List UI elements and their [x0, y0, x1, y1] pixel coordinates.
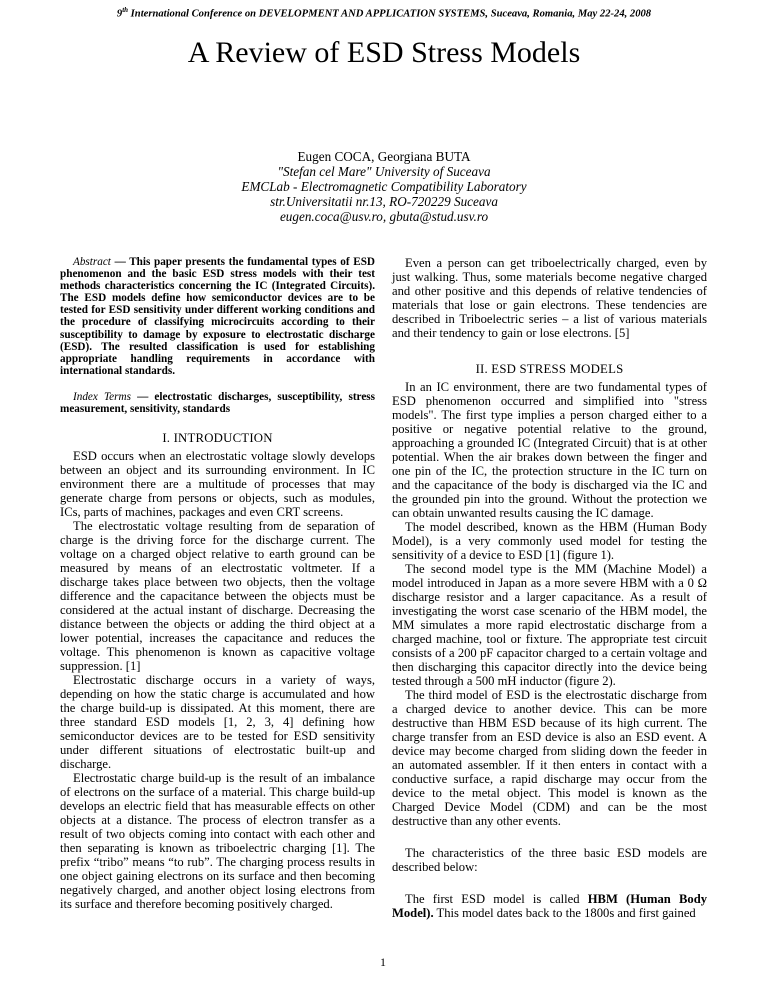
abstract-label: Abstract	[73, 256, 111, 268]
abstract	[60, 256, 375, 377]
abstract-text: — This paper presents the fundamental types of ESD phenomenon and the basic ESD stress models with their test methods characteristics concerning the IC (Integrated Circuits). The ESD models define how semiconductor devices are to be tested for ESD sensitivity under different working conditions and the procedure of classifying microcircuits according to their susceptibility to damage by exposure to electrostatic discharge (ESD). The resulted classification is used for establishing appropriate handling requirements in accordance with international standards.	[60, 256, 375, 377]
paragraph-hbm	[392, 892, 707, 920]
hbm-rest: This model dates back to the 1800s and first gained	[433, 906, 696, 920]
right-column	[392, 256, 707, 920]
paragraph: The model described, known as the HBM (Human Body Model), is a very commonly used model for testing the sensitivity of a device to ESD [1] (figure 1).	[392, 520, 707, 562]
page-number: 1	[380, 955, 386, 969]
index-terms-label: Index Terms	[73, 390, 131, 403]
paragraph: ESD occurs when an electrostatic voltage slowly develops between an object and its surrounding environment. In IC environment there are a multitude of processes that may generate charge from persons or objects, such as modules, ICs, parts of machines, packages and even CRT screens.	[60, 449, 375, 520]
author-lab: EMCLab - Electromagnetic Compatibility Laboratory	[241, 179, 527, 194]
author-address: str.Universitatii nr.13, RO-720229 Suceava	[270, 194, 498, 209]
hbm-intro: The first ESD model is called	[405, 892, 588, 906]
paragraph: The electrostatic voltage resulting from de separation of charge is the driving force for the discharge current. The voltage on a charged object relative to earth ground can be measured by means of an electrostatic voltmeter. If a discharge takes place between two objects, then the voltage difference and the capacitance between the objects must be considered at the actual instant of discharge. Decreasing the distance between the objects or adding the third object at a lower potential, increases the capacitance and reduces the voltage. This phenomenon is known as capacitive voltage suppression. [1]	[60, 519, 375, 674]
paragraph: Even a person can get triboelectrically charged, even by just walking. Thus, some materials become negative charged and other positive and this depends of relative tendencies of materials that lose or gain electrons. These tendencies are described in Triboelectric series – a list of various materials and their tendency to gain or lose electrons. [5]	[392, 256, 707, 340]
conference-header	[0, 6, 768, 20]
section-heading-introduction: I. INTRODUCTION	[162, 431, 273, 446]
paper-title: A Review of ESD Stress Models	[187, 36, 581, 69]
paragraph: The characteristics of the three basic ESD models are described below:	[392, 846, 707, 874]
index-terms-text: — electrostatic discharges, susceptibility, stress measurement, sensitivity, standards	[60, 390, 375, 416]
header-edition-sup: th	[122, 6, 129, 14]
index-terms	[60, 391, 375, 415]
paragraph: The third model of ESD is the electrostatic discharge from a charged device to another device. This can be more destructive than HBM ESD because of its high current. The charge transfer from an ESD device is also an ESD event. A device may become charged from sliding down the feeder in an automated assembler. If it then enters in contact with a conductive surface, a rapid discharge may occur from the device to the metal object. This model is known as the Charged Device Model (CDM) and can be the most destructive than any other events.	[392, 688, 707, 828]
paragraph: The second model type is the MM (Machine Model) a model introduced in Japan as a more severe HBM with a 0 Ω discharge resistor and a larger capacitance. As a result of investigating the worst case scenario of the HBM model, the MM simulates a more rapid electrostatic discharge from a charged machine, tool or fixture. The appropriate test circuit consists of a 200 pF capacitor charged to a certain voltage and then discharging this capacitor directly into the device being tested through a 500 mH inductor (figure 2).	[392, 562, 707, 688]
paragraph: In an IC environment, there are two fundamental types of ESD phenomenon occurred and simplified into "stress models". The first type implies a person charged either to a positive or negative potential relative to the ground, approaching a grounded IC (Integrated Circuit) that is at other potential. When the air brakes down between the finger and one pin of the IC, the protection structure in the IC turn on and the capacitance of the body is discharged via the IC and the grounded pin into the ground. Without the protection we can obtain unwanted results causing the IC damage.	[392, 380, 707, 520]
author-university: "Stefan cel Mare" University of Suceava	[277, 164, 491, 179]
author-emails: eugen.coca@usv.ro, gbuta@stud.usv.ro	[279, 209, 489, 224]
section-heading-esd-stress-models: II. ESD STRESS MODELS	[475, 362, 624, 376]
author-block	[0, 149, 768, 224]
header-edition: 9	[116, 8, 123, 20]
author-names: Eugen COCA, Georgiana BUTA	[297, 149, 471, 164]
hbm-bold: HBM (Human Body Model).	[392, 892, 707, 920]
paragraph: Electrostatic charge build-up is the result of an imbalance of electrons on the surface of a material. This charge build-up develops an electric field that has measurable effects on other objects at a distance. The process of electron transfer as a result of two objects coming into contact with each other and then separating is known as triboelectric charging [1]. The prefix “tribo” means “to rub”. The charging process results in one object gaining electrons on its surface and then becoming negatively charged, and another object losing electrons from its surface and therefore becoming positively charged.	[60, 771, 375, 912]
paragraph: Electrostatic discharge occurs in a variety of ways, depending on how the static charge is accumulated and how the charge build-up is dissipated. At this moment, there are three standard ESD models [1, 2, 3, 4] defining how semiconductor devices are to be tested for ESD sensitivity under different situations of electrostatic built-up and discharge.	[60, 673, 375, 772]
left-column	[60, 256, 375, 911]
header-text: International Conference on DEVELOPMENT AND APPLICATION SYSTEMS, Suceava, Romania, May 22-24, 2008	[128, 8, 652, 20]
